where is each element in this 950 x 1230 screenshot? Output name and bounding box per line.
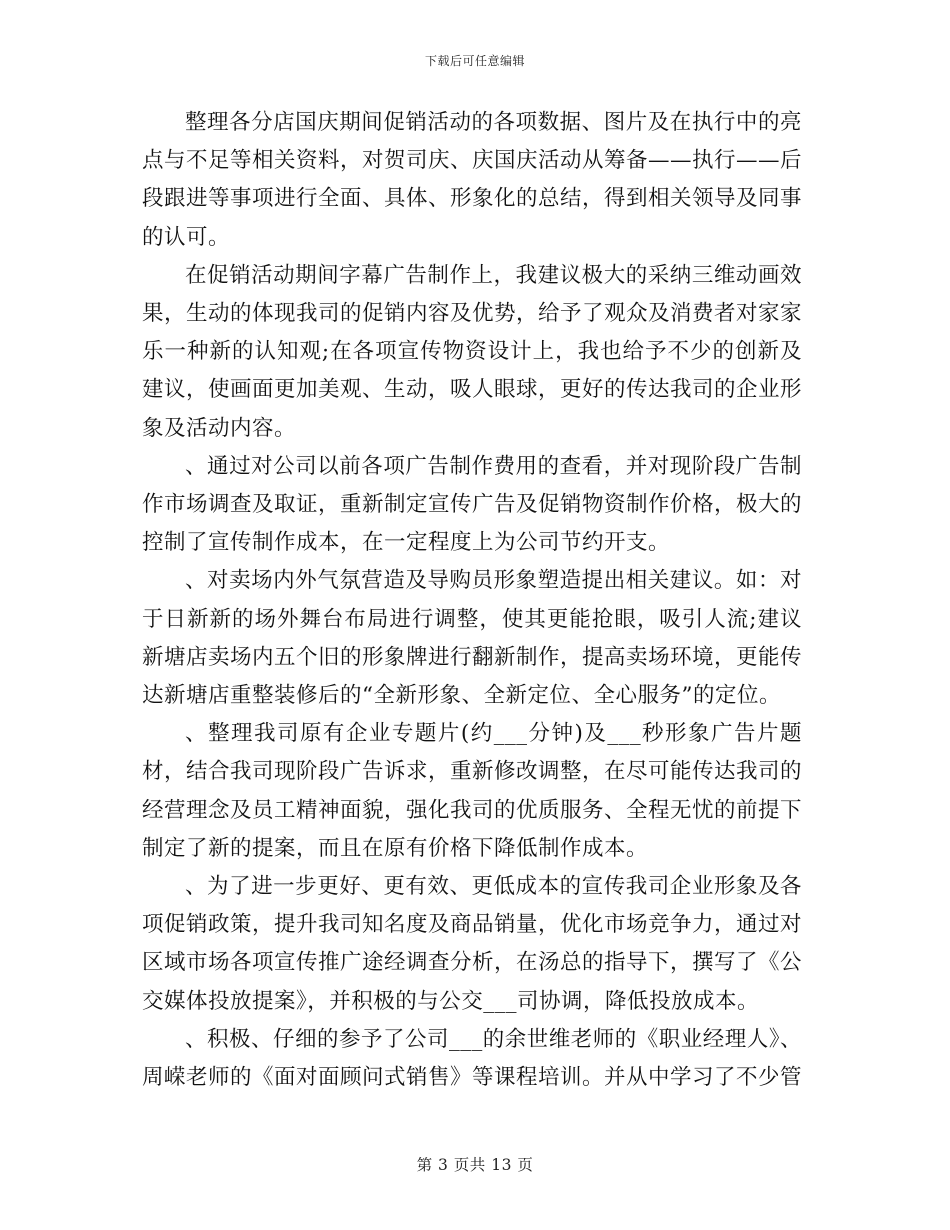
paragraph: 、整理我司原有企业专题片(约___分钟)及___秒形象广告片题材，结合我司现阶段广告诉求，重新修改调整，在尽可能传达我司的经营理念及员工精神面貌，强化我司的优质服务、全程无忧的前提下制定了新的提案，而且在原有价格下降低制作成本。 — [142, 721, 803, 861]
document-body — [142, 104, 802, 1097]
paragraph: 、对卖场内外气氛营造及导购员形象塑造提出相关建议。如：对于日新新的场外舞台布局进行调整，使其更能抢眼，吸引人流;建议新塘店卖场内五个旧的形象牌进行翻新制作，提高卖场环境，更能传达新塘店重整装修后的“全新形象、全新定位、全心服务”的定位。 — [142, 568, 803, 709]
paragraph: 、积极、仔细的参予了公司___的余世维老师的《职业经理人》、周嵘老师的《面对面顾问式销售》等课程培训。并从中学习了不少管 — [142, 1026, 803, 1091]
page-footer: 第 3 页共 13 页 — [416, 1156, 534, 1174]
paragraph: 在促销活动期间字幕广告制作上，我建议极大的采纳三维动画效果，生动的体现我司的促销内容及优势，给予了观众及消费者对家家乐一种新的认知观;在各项宣传物资设计上，我也给予不少的创新及建议，使画面更加美观、生动，吸人眼球，更好的传达我司的企业形象及活动内容。 — [142, 262, 803, 441]
page-header: 下载后可任意编辑 — [424, 54, 525, 68]
paragraph: 、通过对公司以前各项广告制作费用的查看，并对现阶段广告制作市场调查及取证，重新制定宣传广告及促销物资制作价格，极大的控制了宣传制作成本，在一定程度上为公司节约开支。 — [142, 453, 803, 556]
paragraph: 整理各分店国庆期间促销活动的各项数据、图片及在执行中的亮点与不足等相关资料，对贺司庆、庆国庆活动从筹备——执行——后段跟进等事项进行全面、具体、形象化的总结，得到相关领导及同事的认可。 — [142, 110, 803, 250]
paragraph: 、为了进一步更好、更有效、更低成本的宣传我司企业形象及各项促销政策，提升我司知名度及商品销量，优化市场竞争力，通过对区域市场各项宣传推广途经调查分析，在汤总的指导下，撰写了《公交媒体投放提案》，并积极的与公交___司协调，降低投放成本。 — [142, 874, 803, 1014]
